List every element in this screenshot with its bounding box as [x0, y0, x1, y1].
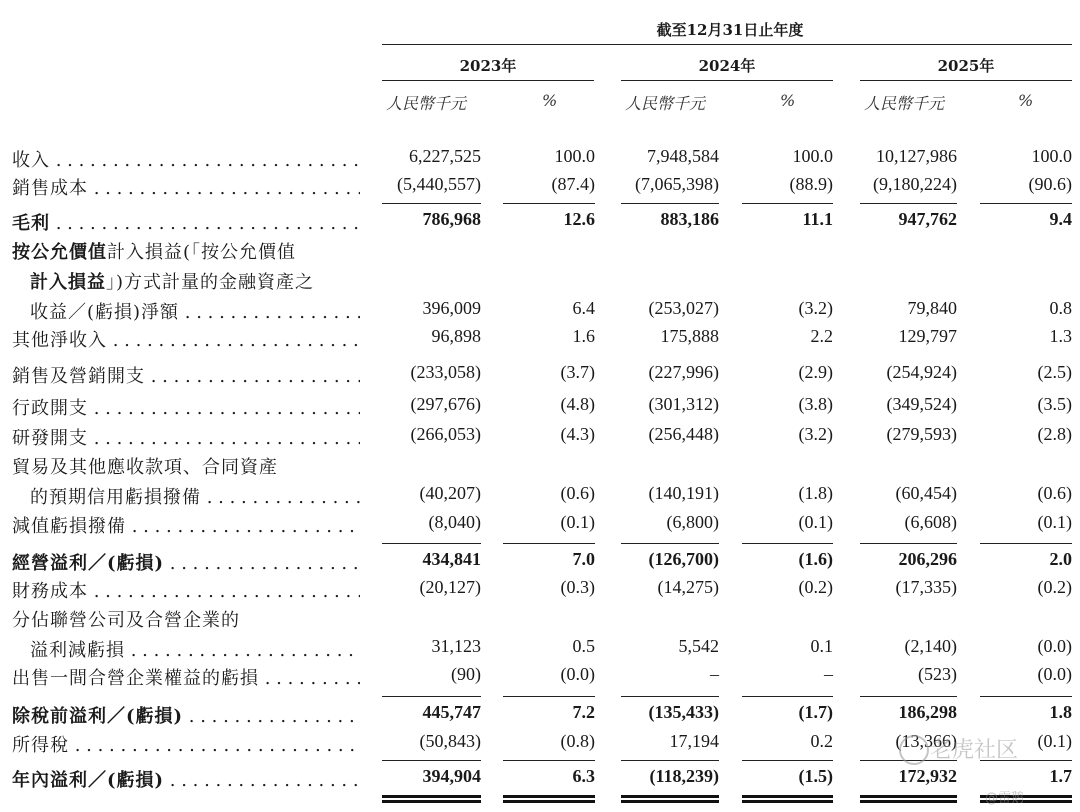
table-row — [0, 453, 1080, 479]
cell-value: (14,275) — [657, 577, 719, 597]
subtotal-rule — [382, 696, 481, 697]
cell-value: (297,676) — [410, 394, 481, 414]
row-label: 除稅前溢利／(虧損) . . . — [12, 702, 360, 728]
cell-value: 12.6 — [563, 209, 595, 229]
cell-value: (0.6) — [560, 483, 595, 503]
cell-value: (0.2) — [798, 577, 833, 597]
cell-value: 6.4 — [572, 298, 595, 318]
table-row — [0, 268, 1080, 294]
table-row — [0, 483, 1080, 509]
cell-value: (254,924) — [886, 362, 957, 382]
cell-value: 445,747 — [422, 702, 481, 722]
cell-value: (1.5) — [798, 766, 833, 786]
table-row — [0, 326, 1080, 352]
cell-value: (4.8) — [560, 394, 595, 414]
cell-value: 1.7 — [1049, 766, 1072, 786]
table-row — [0, 606, 1080, 632]
cell-value: (0.3) — [560, 577, 595, 597]
watermark-logo-icon — [899, 735, 929, 765]
cell-value: 31,123 — [431, 636, 481, 656]
row-label: 收益／(虧損)淨額 . . . — [30, 298, 360, 324]
table-row — [0, 174, 1080, 200]
cell-value: (17,335) — [895, 577, 957, 597]
row-label: 銷售成本 . . . — [12, 174, 360, 200]
row-label: 行政開支 . . . — [12, 394, 360, 420]
cell-value: 2.2 — [810, 326, 833, 346]
subtotal-rule — [742, 203, 833, 204]
cell-value: (0.1) — [1037, 512, 1072, 532]
total-double-rule — [860, 795, 957, 803]
cell-value: 186,298 — [898, 702, 957, 722]
cell-value: 0.8 — [1049, 298, 1072, 318]
cell-value: (0.8) — [560, 731, 595, 751]
cell-value: 6,227,525 — [409, 146, 481, 166]
cell-value: (140,191) — [648, 483, 719, 503]
subtotal-rule — [621, 760, 719, 761]
cell-value: (1.8) — [798, 483, 833, 503]
cell-value: 0.2 — [810, 731, 833, 751]
total-double-rule — [621, 795, 719, 803]
year-2025: 2025年 — [937, 57, 995, 75]
unit-pct-2023: % — [542, 91, 558, 110]
table-row — [0, 577, 1080, 603]
subtotal-rule — [742, 696, 833, 697]
cell-value: (6,608) — [904, 512, 957, 532]
row-label: 研發開支 . . . — [12, 424, 360, 450]
cell-value: (9,180,224) — [873, 174, 957, 194]
cell-value: (256,448) — [648, 424, 719, 444]
cell-value: 10,127,986 — [876, 146, 957, 166]
period-header: 截至12月31日止年度 — [656, 21, 804, 39]
table-row — [0, 146, 1080, 172]
table-row — [0, 209, 1080, 235]
cell-value: (1.6) — [798, 549, 833, 569]
cell-value: (0.6) — [1037, 483, 1072, 503]
subtotal-rule — [742, 760, 833, 761]
cell-value: (0.1) — [1037, 731, 1072, 751]
row-label: 的預期信用虧損撥備 . . . — [30, 483, 360, 509]
cell-value: (227,996) — [648, 362, 719, 382]
cell-value: 11.1 — [802, 209, 833, 229]
cell-value: 7.2 — [572, 702, 595, 722]
table-row — [0, 362, 1080, 388]
cell-value: 100.0 — [1031, 146, 1072, 166]
cell-value: (0.1) — [560, 512, 595, 532]
cell-value: 7.0 — [572, 549, 595, 569]
cell-value: (2.5) — [1037, 362, 1072, 382]
table-row — [0, 766, 1080, 792]
row-label: 計入損益」)方式計量的金融資產之 — [30, 272, 315, 293]
row-label: 按公允價值計入損益(「按公允價值 — [12, 242, 297, 263]
subtotal-rule — [382, 203, 481, 204]
subtotal-rule — [980, 696, 1072, 697]
subtotal-rule — [621, 696, 719, 697]
cell-value: 17,194 — [669, 731, 719, 751]
table-row — [0, 238, 1080, 264]
row-label: 貿易及其他應收款項、合同資產 — [12, 457, 278, 478]
cell-value: (8,040) — [428, 512, 481, 532]
cell-value: (13,366) — [895, 731, 957, 751]
subtotal-rule — [860, 203, 957, 204]
cell-value: 5,542 — [678, 636, 719, 656]
row-label: 所得稅 . . . — [12, 731, 360, 757]
unit-pct-2024: % — [780, 91, 796, 110]
table-row — [0, 298, 1080, 324]
cell-value: – — [824, 664, 833, 684]
cell-value: 2.0 — [1049, 549, 1072, 569]
row-label: 溢利減虧損 . . . — [30, 636, 360, 662]
unit-amount-2024: 人民幣千元 — [625, 94, 706, 113]
row-label: 分佔聯營公司及合營企業的 — [12, 610, 240, 631]
table-row — [0, 549, 1080, 575]
cell-value: 1.8 — [1049, 702, 1072, 722]
year-2024-underline — [621, 80, 833, 81]
cell-value: (5,440,557) — [397, 174, 481, 194]
cell-value: 394,904 — [422, 766, 481, 786]
cell-value: 206,296 — [898, 549, 957, 569]
watermark-text: 老虎社区 — [930, 738, 1019, 763]
watermark-sub: @雷鹅 — [985, 791, 1025, 806]
cell-value: 172,932 — [898, 766, 957, 786]
cell-value: 100.0 — [554, 146, 595, 166]
cell-value: (523) — [918, 664, 957, 684]
cell-value: (20,127) — [419, 577, 481, 597]
cell-value: 434,841 — [422, 549, 481, 569]
year-2025-underline — [860, 80, 1072, 81]
cell-value: (349,524) — [886, 394, 957, 414]
cell-value: (0.0) — [1037, 664, 1072, 684]
cell-value: 0.1 — [810, 636, 833, 656]
cell-value: 786,968 — [422, 209, 481, 229]
table-row — [0, 512, 1080, 538]
unit-amount-2025: 人民幣千元 — [864, 94, 945, 113]
subtotal-rule — [860, 543, 957, 544]
cell-value: (0.0) — [1037, 636, 1072, 656]
cell-value: (88.9) — [789, 174, 833, 194]
period-underline — [382, 44, 1072, 45]
row-label: 減值虧損撥備 . . . — [12, 512, 360, 538]
cell-value: (118,239) — [649, 766, 719, 786]
subtotal-rule — [382, 543, 481, 544]
cell-value: (3.2) — [798, 298, 833, 318]
subtotal-rule — [980, 543, 1072, 544]
table-row — [0, 424, 1080, 450]
total-double-rule — [503, 795, 595, 803]
cell-value: 1.3 — [1049, 326, 1072, 346]
cell-value: (2.8) — [1037, 424, 1072, 444]
subtotal-rule — [503, 696, 595, 697]
cell-value: (0.0) — [560, 664, 595, 684]
subtotal-rule — [503, 543, 595, 544]
table-row — [0, 394, 1080, 420]
cell-value: 175,888 — [660, 326, 719, 346]
cell-value: 96,898 — [431, 326, 481, 346]
cell-value: (4.3) — [560, 424, 595, 444]
cell-value: (90) — [451, 664, 481, 684]
row-label: 毛利 . . . — [12, 209, 360, 235]
cell-value: 6.3 — [572, 766, 595, 786]
unit-pct-2025: % — [1018, 91, 1034, 110]
year-2023: 2023年 — [459, 57, 517, 75]
cell-value: (2.9) — [798, 362, 833, 382]
cell-value: (0.2) — [1037, 577, 1072, 597]
row-label: 銷售及營銷開支 . . . — [12, 362, 360, 388]
cell-value: – — [710, 664, 719, 684]
cell-value: (3.2) — [798, 424, 833, 444]
subtotal-rule — [621, 543, 719, 544]
cell-value: (60,454) — [895, 483, 957, 503]
subtotal-rule — [503, 760, 595, 761]
row-label: 其他淨收入 . . . — [12, 326, 360, 352]
cell-value: (279,593) — [886, 424, 957, 444]
cell-value: (135,433) — [648, 702, 719, 722]
cell-value: 100.0 — [792, 146, 833, 166]
cell-value: 7,948,584 — [647, 146, 719, 166]
row-label: 收入 . . . — [12, 146, 360, 172]
cell-value: 1.6 — [572, 326, 595, 346]
cell-value: (2,140) — [904, 636, 957, 656]
cell-value: (266,053) — [410, 424, 481, 444]
cell-value: (3.5) — [1037, 394, 1072, 414]
total-double-rule — [742, 795, 833, 803]
cell-value: (0.1) — [798, 512, 833, 532]
cell-value: (3.7) — [560, 362, 595, 382]
subtotal-rule — [503, 203, 595, 204]
table-row — [0, 664, 1080, 690]
subtotal-rule — [860, 696, 957, 697]
cell-value: 129,797 — [898, 326, 957, 346]
subtotal-rule — [980, 203, 1072, 204]
cell-value: 396,009 — [422, 298, 481, 318]
year-2024: 2024年 — [698, 57, 756, 75]
cell-value: (126,700) — [648, 549, 719, 569]
cell-value: (253,027) — [648, 298, 719, 318]
cell-value: (3.8) — [798, 394, 833, 414]
row-label: 出售一間合營企業權益的虧損 . . . — [12, 664, 360, 690]
cell-value: (7,065,398) — [635, 174, 719, 194]
cell-value: 947,762 — [898, 209, 957, 229]
row-label: 財務成本 . . . — [12, 577, 360, 603]
cell-value: (40,207) — [419, 483, 481, 503]
cell-value: 79,840 — [907, 298, 957, 318]
table-row — [0, 636, 1080, 662]
unit-amount-2023: 人民幣千元 — [386, 94, 467, 113]
year-2023-underline — [382, 80, 594, 81]
table-row — [0, 702, 1080, 728]
cell-value: (90.6) — [1028, 174, 1072, 194]
row-label: 經營溢利／(虧損) . . . — [12, 549, 360, 575]
subtotal-rule — [621, 203, 719, 204]
cell-value: (87.4) — [551, 174, 595, 194]
cell-value: 9.4 — [1049, 209, 1072, 229]
total-double-rule — [382, 795, 481, 803]
row-label: 年內溢利／(虧損) . . . — [12, 766, 360, 792]
subtotal-rule — [382, 760, 481, 761]
cell-value: (1.7) — [798, 702, 833, 722]
cell-value: (233,058) — [410, 362, 481, 382]
cell-value: 0.5 — [572, 636, 595, 656]
cell-value: (6,800) — [666, 512, 719, 532]
cell-value: 883,186 — [660, 209, 719, 229]
cell-value: (301,312) — [648, 394, 719, 414]
subtotal-rule — [742, 543, 833, 544]
cell-value: (50,843) — [419, 731, 481, 751]
